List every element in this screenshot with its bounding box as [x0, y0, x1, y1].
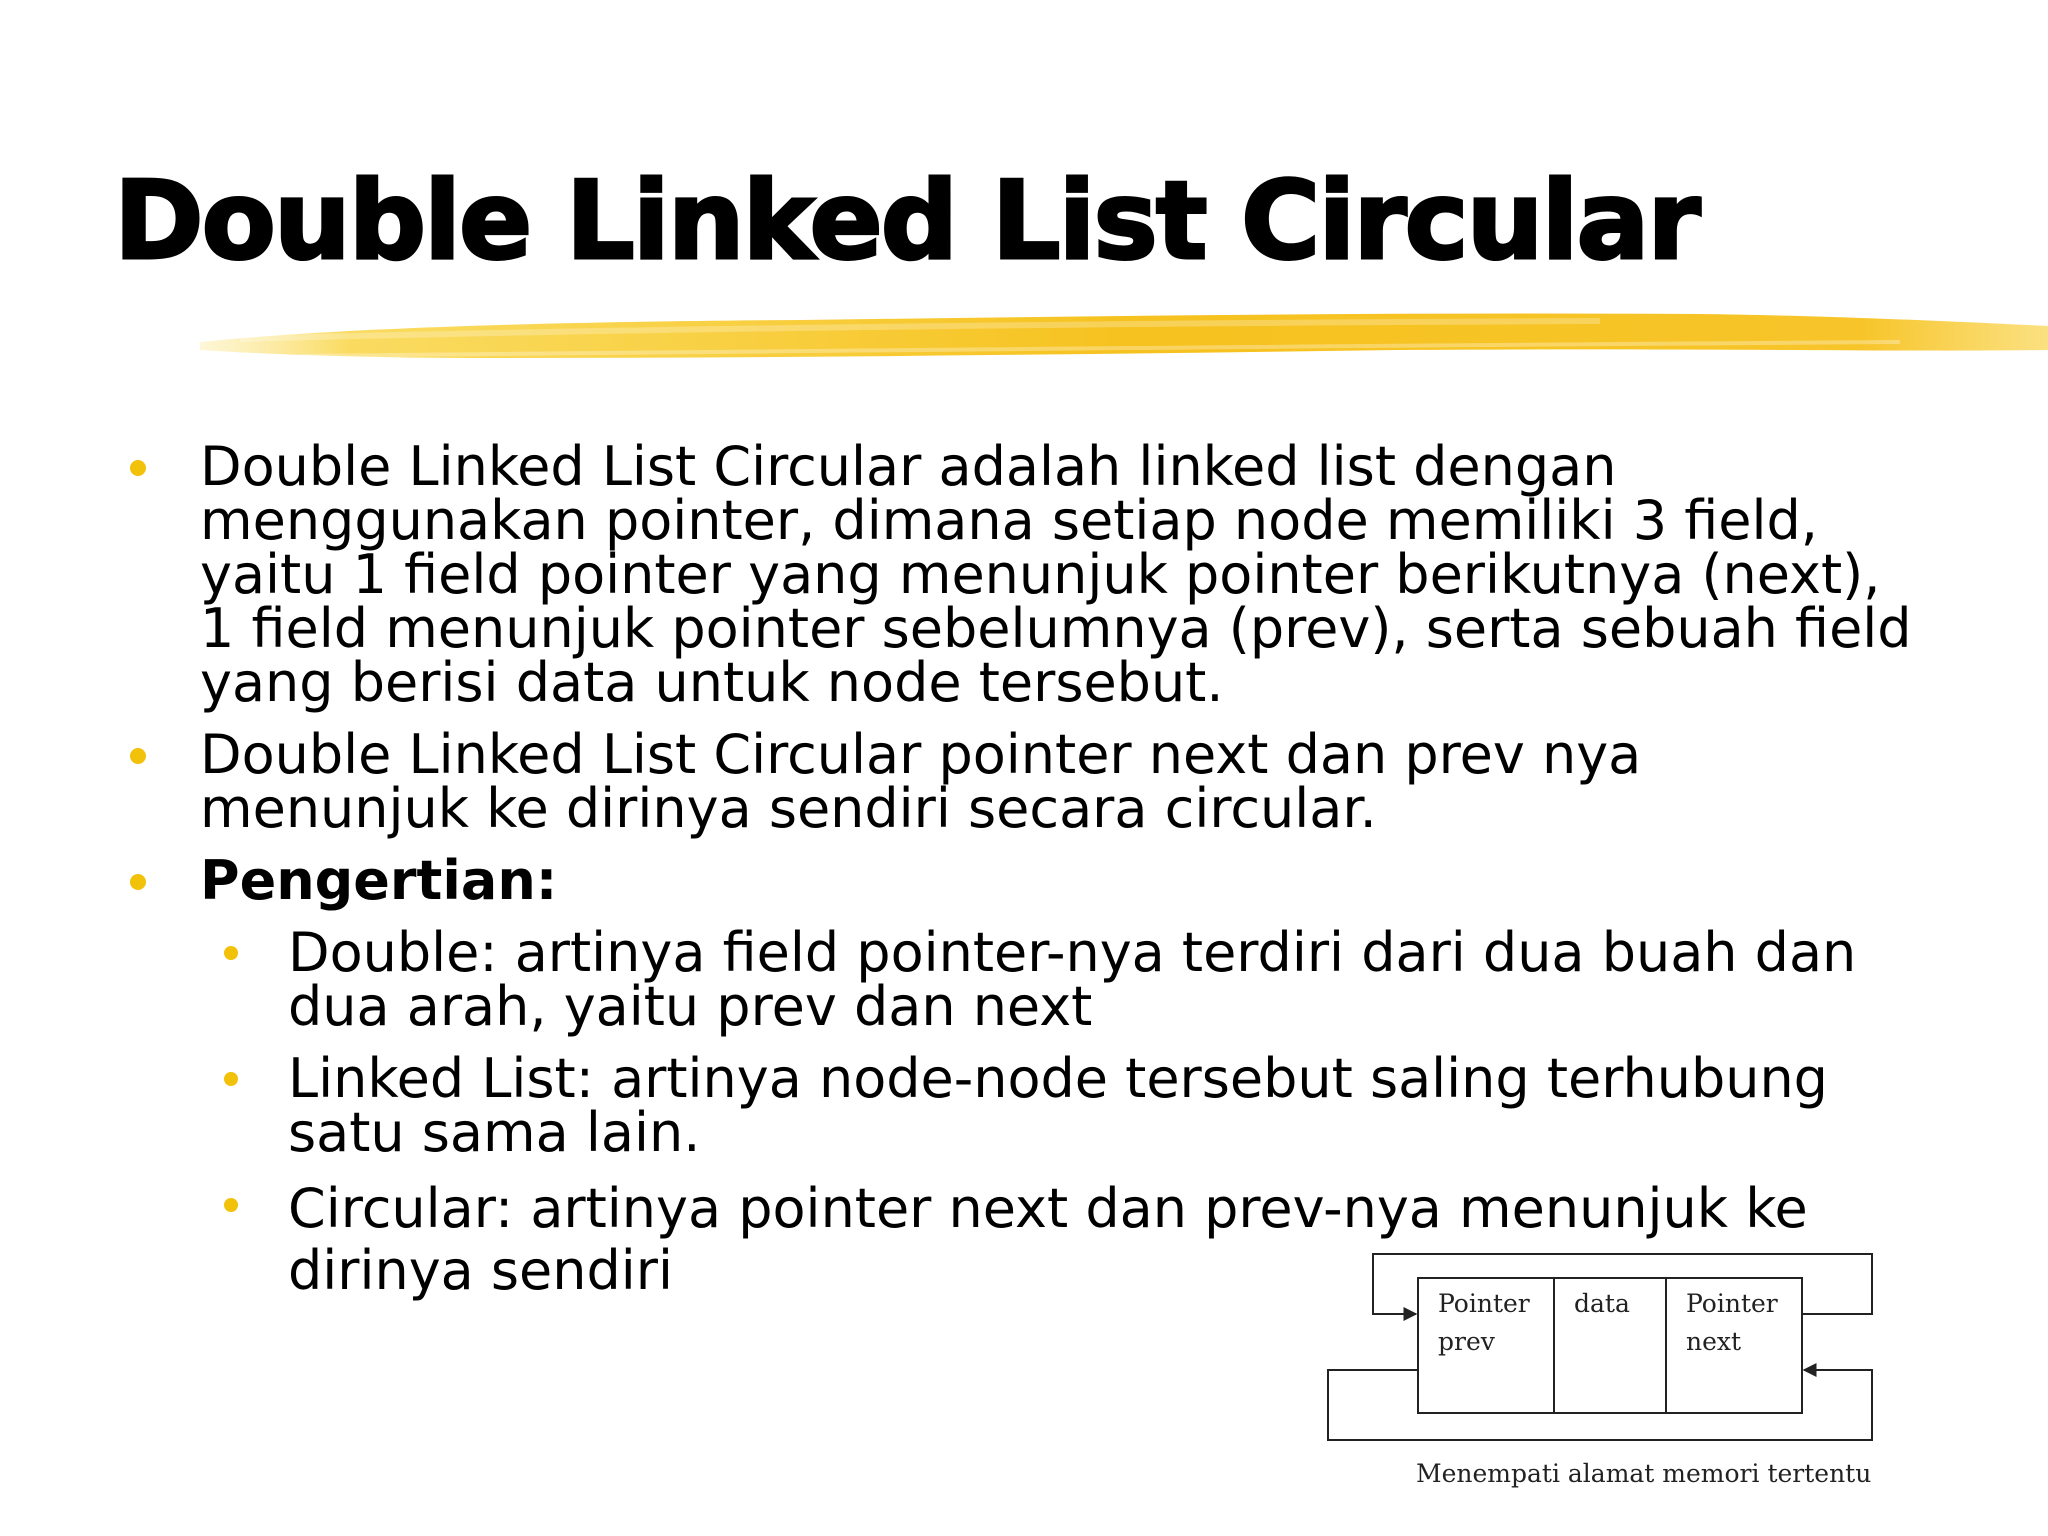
- bullet-item: [120, 723, 1920, 840]
- sub-bullet-dot-icon: [224, 946, 238, 960]
- field-data-label: data: [1574, 1289, 1630, 1318]
- field-next-label-2: next: [1686, 1327, 1742, 1356]
- field-next-label-1: Pointer: [1686, 1289, 1778, 1318]
- node-diagram: [1320, 1250, 1900, 1490]
- slide-content: [120, 435, 1920, 1320]
- sub-bullet-text: Circular: artinya pointer next dan prev-nya menunjuk ke dirinya sendiri: [288, 1177, 1808, 1302]
- diagram-caption: Menempati alamat memori tertentu: [1416, 1459, 1872, 1488]
- bullet-item: [120, 435, 1920, 714]
- bullet-item-heading: [120, 849, 1920, 912]
- bullet-text: Double Linked List Circular pointer next dan prev nya menunjuk ke dirinya sendiri secara circular.: [200, 723, 1642, 840]
- sub-bullet-dot-icon: [224, 1072, 238, 1086]
- sub-bullet-item: [208, 1047, 1920, 1164]
- bullet-text: Pengertian:: [200, 849, 558, 912]
- sub-bullet-text: Linked List: artinya node-node tersebut saling terhubung satu sama lain.: [288, 1047, 1828, 1164]
- yellow-brush-underline: [200, 300, 2048, 380]
- bullet-dot-icon: [130, 748, 146, 764]
- field-prev-label-1: Pointer: [1438, 1289, 1530, 1318]
- prev-loop-arrow: [1328, 1370, 1872, 1440]
- sub-bullet-dot-icon: [224, 1198, 238, 1212]
- bullet-dot-icon: [130, 460, 146, 476]
- bullet-dot-icon: [130, 874, 146, 890]
- bullet-text: Double Linked List Circular adalah linked list dengan menggunakan pointer, dimana setiap node memiliki 3 field, yaitu 1 field pointer yang menunjuk pointer berikutnya (next), 1 field menunjuk pointer sebelumnya (prev), serta sebuah field yang berisi data untuk node tersebut.: [200, 435, 1912, 714]
- sub-bullet-item: [208, 921, 1920, 1038]
- sub-bullet-text: Double: artinya field pointer-nya terdiri dari dua buah dan dua arah, yaitu prev dan next: [288, 921, 1857, 1038]
- slide-title: Double Linked List Circular: [114, 159, 1699, 284]
- field-prev-label-2: prev: [1438, 1327, 1495, 1356]
